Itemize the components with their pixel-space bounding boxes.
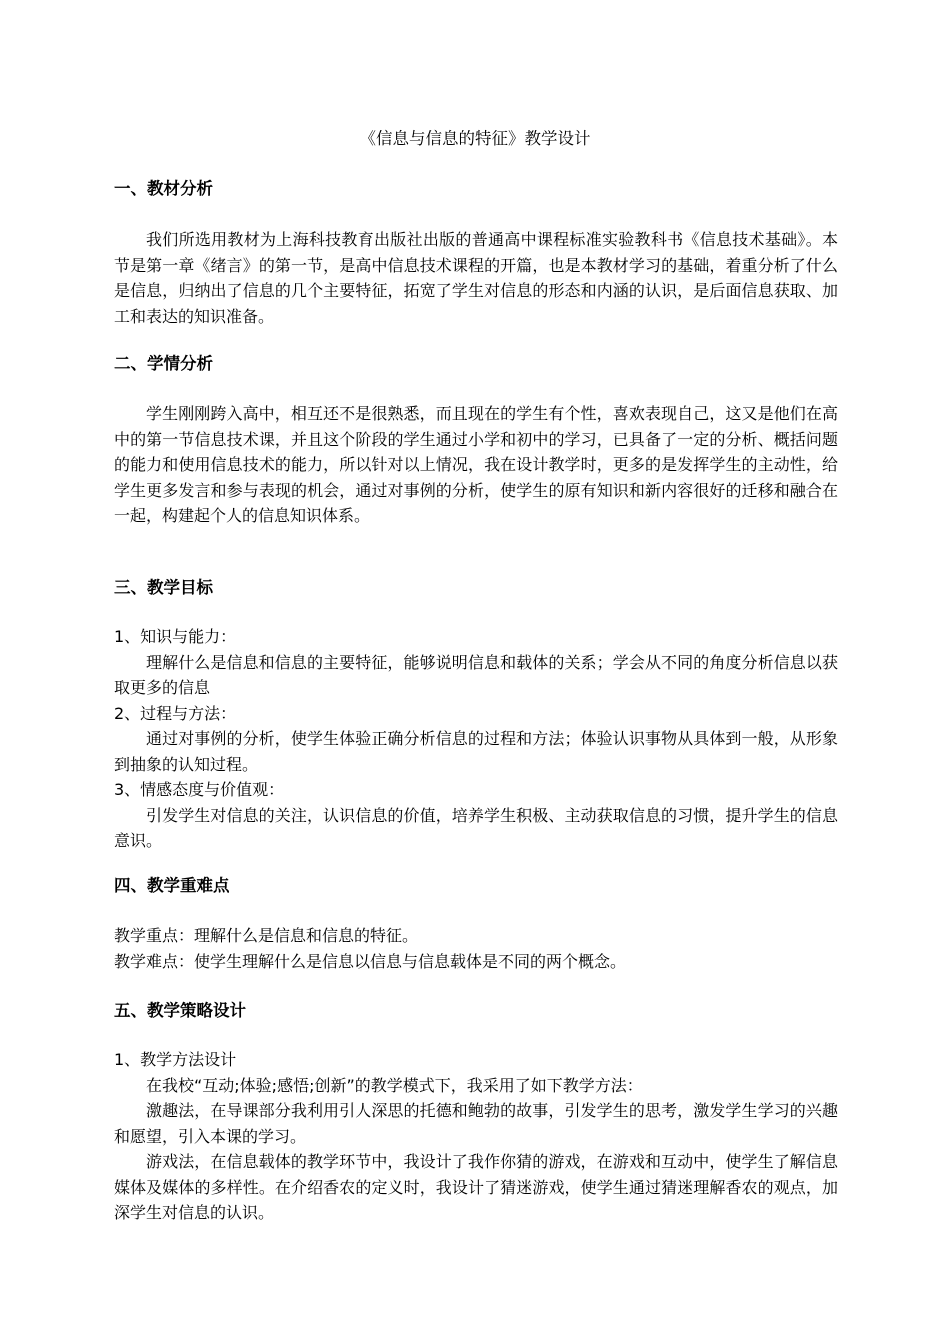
goal-label: 3、情感态度与价值观： xyxy=(114,780,285,799)
section-heading-student-analysis: 二、学情分析 xyxy=(114,354,213,373)
section-body-student-analysis xyxy=(114,401,838,529)
paragraph: 学生刚刚跨入高中，相互还不是很熟悉，而且现在的学生有个性，喜欢表现自己，这又是他们在高中的第一节信息技术课，并且这个阶段的学生通过小学和初中的学习，已具备了一定的分析、概括问题的能力和使用信息技术的能力，所以针对以上情况，我在设计教学时，更多的是发挥学生的主动性，给学生更多发言和参与表现的机会，通过对事例的分析，使学生的原有知识和新内容很好的迁移和融合在一起，构建起个人的信息知识体系。 xyxy=(114,404,838,525)
section-body-strategy-design xyxy=(114,1047,838,1226)
section-heading-textbook-analysis: 一、教材分析 xyxy=(114,179,213,198)
paragraph: 我们所选用教材为上海科技教育出版社出版的普通高中课程标准实验教科书《信息技术基础》。本节是第一章《绪言》的第一节，是高中信息技术课程的开篇，也是本教材学习的基础，着重分析了什么是信息，归纳出了信息的几个主要特征，拓宽了学生对信息的形态和内涵的认识，是后面信息获取、加工和表达的知识准备。 xyxy=(114,230,838,326)
section-heading-strategy-design: 五、教学策略设计 xyxy=(114,1001,246,1020)
method-label: 1、教学方法设计 xyxy=(114,1050,237,1069)
goal-text: 引发学生对信息的关注，认识信息的价值，培养学生积极、主动获取信息的习惯，提升学生的信息意识。 xyxy=(114,805,838,850)
paragraph: 在我校“互动;体验;感悟;创新”的教学模式下，我采用了如下教学方法： xyxy=(146,1075,643,1095)
goal-label: 1、知识与能力： xyxy=(114,627,237,646)
document-title: 《信息与信息的特征》教学设计 xyxy=(359,129,591,148)
section-body-textbook-analysis xyxy=(114,227,838,329)
key-point-line: 教学重点：理解什么是信息和信息的特征。 xyxy=(114,926,419,945)
section-body-key-points xyxy=(114,923,838,974)
goal-text: 理解什么是信息和信息的主要特征，能够说明信息和载体的关系；学会从不同的角度分析信息以获取更多的信息 xyxy=(114,652,838,697)
goal-text: 通过对事例的分析，使学生体验正确分析信息的过程和方法；体验认识事物从具体到一般，从形象到抽象的认知过程。 xyxy=(114,729,838,774)
paragraph: 游戏法，在信息载体的教学环节中，我设计了我作你猜的游戏，在游戏和互动中，使学生了解信息媒体及媒体的多样性。在介绍香农的定义时，我设计了猜迷游戏，使学生通过猜迷理解香农的观点，加深学生对信息的认识。 xyxy=(114,1152,838,1222)
section-heading-teaching-goals: 三、教学目标 xyxy=(114,578,213,597)
section-heading-key-points: 四、教学重难点 xyxy=(114,876,230,895)
paragraph: 激趣法，在导课部分我利用引人深思的托德和鲍勃的故事，引发学生的思考，激发学生学习的兴趣和愿望，引入本课的学习。 xyxy=(114,1101,838,1146)
difficulty-line: 教学难点：使学生理解什么是信息以信息与信息载体是不同的两个概念。 xyxy=(114,951,627,971)
section-body-teaching-goals xyxy=(114,624,838,854)
goal-label: 2、过程与方法： xyxy=(114,703,237,723)
